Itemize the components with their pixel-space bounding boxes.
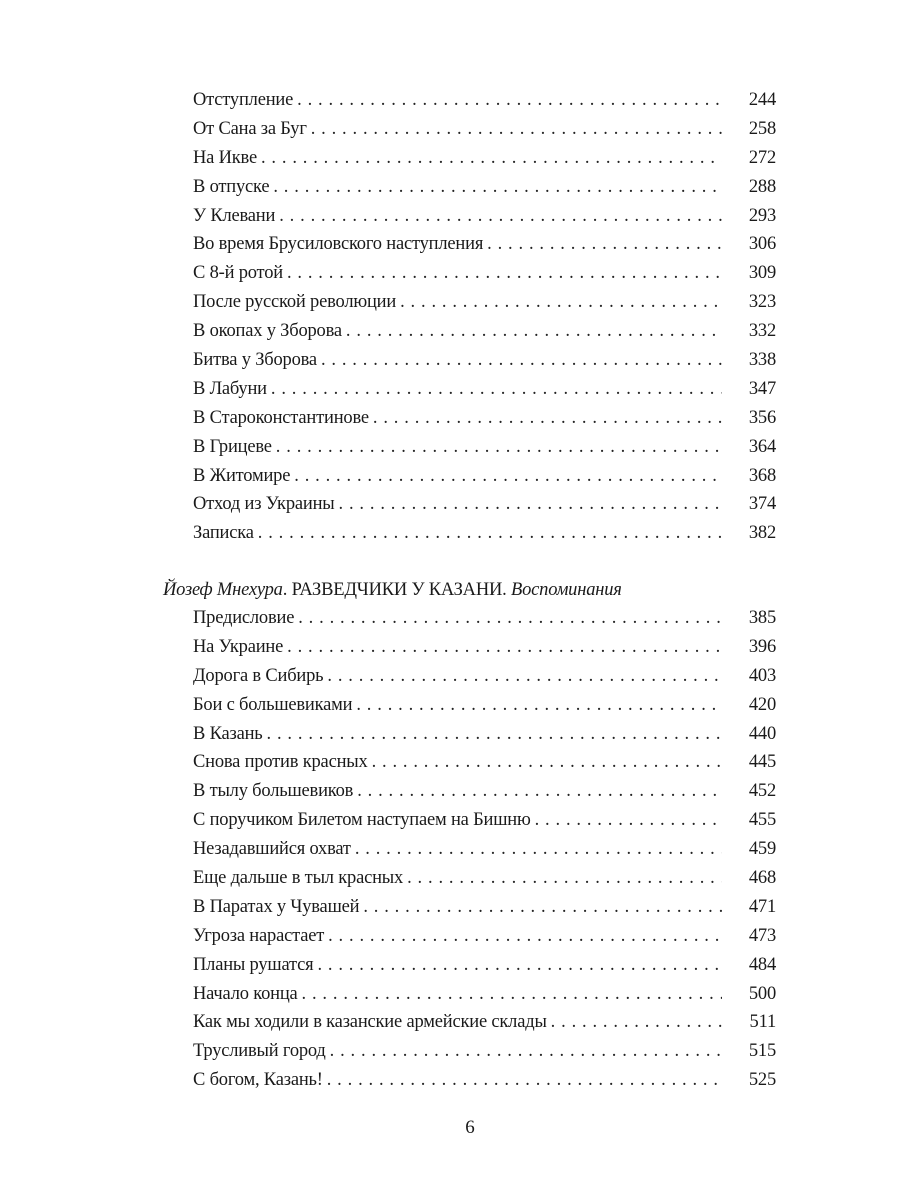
entry-title: Начало конца: [193, 983, 298, 1004]
entry-page: 471: [748, 896, 776, 917]
dot-leader: [357, 777, 722, 806]
entry-title: Отступление: [193, 90, 294, 110]
toc-entry: [193, 922, 776, 951]
entry-page: 468: [748, 868, 776, 889]
dot-leader: [317, 951, 722, 980]
entry-page: 244: [748, 90, 776, 110]
dot-leader: [273, 173, 722, 202]
toc-entry: [193, 173, 776, 202]
dot-leader: [355, 835, 722, 864]
section-heading: [163, 576, 622, 604]
entry-title: В отпуске: [193, 176, 270, 197]
dot-leader: [311, 115, 722, 144]
entry-title: В Грицеве: [193, 436, 272, 457]
entry-title: Дорога в Сибирь: [193, 665, 324, 686]
toc-entry: [193, 86, 776, 115]
dot-leader: [328, 922, 722, 951]
entry-title: От Сана за Буг: [193, 118, 307, 139]
entry-title: Бои с большевиками: [193, 694, 353, 715]
entry-page: 445: [748, 752, 776, 773]
entry-page: 385: [748, 608, 776, 628]
entry-page: 455: [748, 810, 776, 831]
dot-leader: [346, 317, 722, 346]
toc-entry: [193, 230, 776, 259]
entry-page: 258: [748, 118, 776, 139]
entry-title: На Икве: [193, 147, 257, 168]
toc-entry: [193, 490, 776, 519]
entry-page: 309: [748, 263, 776, 284]
toc-entry: [193, 691, 776, 720]
entry-title: На Украине: [193, 636, 284, 657]
entry-page: 452: [748, 781, 776, 802]
dot-leader: [321, 346, 722, 375]
entry-page: 459: [748, 839, 776, 860]
entry-title: Планы рушатся: [193, 954, 314, 975]
toc-entry: [193, 462, 776, 491]
entry-title: В окопах у Зборова: [193, 321, 342, 342]
entry-page: 338: [748, 350, 776, 371]
page-number: 6: [465, 1117, 475, 1138]
toc-entry: [193, 317, 776, 346]
dot-leader: [339, 490, 722, 519]
entry-page: 420: [748, 694, 776, 715]
toc-entry: [193, 259, 776, 288]
entry-title: Еще дальше в тыл красных: [193, 868, 404, 889]
entry-title: С богом, Казань!: [193, 1070, 323, 1091]
toc-entry: [193, 777, 776, 806]
toc-entry: [193, 288, 776, 317]
section-author: Йозеф Мнехура: [163, 580, 283, 600]
entry-page: 473: [748, 925, 776, 946]
entry-title: Предисловие: [193, 608, 295, 628]
section-title: РАЗВЕДЧИКИ У КАЗАНИ.: [291, 580, 507, 600]
toc-entry: [193, 115, 776, 144]
entry-title: Как мы ходили в казанские армейские склады: [193, 1012, 547, 1033]
entry-page: 374: [748, 494, 776, 515]
dot-leader: [258, 519, 722, 548]
entry-page: 396: [748, 636, 776, 657]
toc-entry: [193, 1008, 776, 1037]
dot-leader: [298, 604, 722, 633]
entry-title: Записка: [193, 523, 254, 544]
entry-page: 356: [748, 407, 776, 428]
toc-entry: [193, 604, 776, 633]
entry-page: 288: [748, 176, 776, 197]
toc-entry: [193, 980, 776, 1009]
toc-entry: [193, 346, 776, 375]
toc-entry: [193, 893, 776, 922]
entry-page: 293: [748, 205, 776, 226]
entry-page: 525: [748, 1070, 776, 1091]
entry-title: С поручиком Билетом наступаем на Бишню: [193, 810, 531, 831]
toc-entry: [193, 806, 776, 835]
entry-title: У Клевани: [193, 205, 276, 226]
dot-leader: [294, 462, 722, 491]
dot-leader: [276, 433, 722, 462]
section-subtitle: Воспоминания: [506, 580, 622, 600]
toc-entry: [193, 375, 776, 404]
entry-title: Снова против красных: [193, 752, 368, 773]
entry-title: Битва у Зборова: [193, 350, 317, 371]
entry-page: 440: [748, 723, 776, 744]
toc-entry: [193, 404, 776, 433]
toc-entry: [193, 835, 776, 864]
entry-title: В тылу большевиков: [193, 781, 354, 802]
toc-entry: [193, 951, 776, 980]
entry-title: Незадавшийся охват: [193, 839, 351, 860]
dot-leader: [407, 864, 722, 893]
entry-title: В Житомире: [193, 465, 291, 486]
toc-entry: [193, 720, 776, 749]
dot-leader: [330, 1037, 722, 1066]
entry-title: После русской революции: [193, 292, 397, 313]
toc-entry: [193, 864, 776, 893]
entry-title: В Казань: [193, 723, 263, 744]
section-separator: .: [282, 580, 292, 600]
entry-page: 364: [748, 436, 776, 457]
entry-title: Трусливый город: [193, 1041, 326, 1062]
toc-entry: [193, 662, 776, 691]
dot-leader: [287, 633, 722, 662]
toc-list-part2: [193, 604, 776, 1095]
entry-title: Во время Брусиловского наступления: [193, 234, 484, 255]
entry-title: В Паратах у Чувашей: [193, 896, 360, 917]
entry-page: 306: [748, 234, 776, 255]
dot-leader: [372, 748, 722, 777]
entry-page: 515: [748, 1041, 776, 1062]
dot-leader: [327, 662, 722, 691]
toc-entry: [193, 1037, 776, 1066]
entry-page: 332: [748, 321, 776, 342]
dot-leader: [487, 230, 722, 259]
entry-title: Отход из Украины: [193, 494, 335, 515]
entry-title: В Лабуни: [193, 378, 267, 399]
entry-title: Угроза нарастает: [193, 925, 325, 946]
toc-entry: [193, 144, 776, 173]
dot-leader: [279, 202, 722, 231]
entry-page: 500: [748, 983, 776, 1004]
entry-title: В Староконстантинове: [193, 407, 369, 428]
toc-entry: [193, 1066, 776, 1095]
dot-leader: [297, 86, 722, 115]
dot-leader: [356, 691, 722, 720]
dot-leader: [373, 404, 722, 433]
entry-page: 272: [748, 147, 776, 168]
toc-entry: [193, 519, 776, 548]
entry-page: 368: [748, 465, 776, 486]
dot-leader: [400, 288, 722, 317]
entry-page: 347: [748, 378, 776, 399]
dot-leader: [363, 893, 722, 922]
toc-entry: [193, 202, 776, 231]
entry-page: 511: [749, 1012, 776, 1033]
dot-leader: [287, 259, 722, 288]
toc-entry: [193, 748, 776, 777]
entry-title: С 8-й ротой: [193, 263, 283, 284]
toc-list-part1: [193, 86, 776, 548]
toc-entry: [193, 633, 776, 662]
dot-leader: [261, 144, 722, 173]
entry-page: 323: [748, 292, 776, 313]
dot-leader: [271, 375, 722, 404]
toc-entry: [193, 433, 776, 462]
dot-leader: [551, 1008, 722, 1037]
dot-leader: [327, 1066, 722, 1095]
dot-leader: [535, 806, 722, 835]
dot-leader: [302, 980, 722, 1009]
dot-leader: [267, 720, 722, 749]
entry-page: 382: [748, 523, 776, 544]
entry-page: 403: [748, 665, 776, 686]
entry-page: 484: [748, 954, 776, 975]
